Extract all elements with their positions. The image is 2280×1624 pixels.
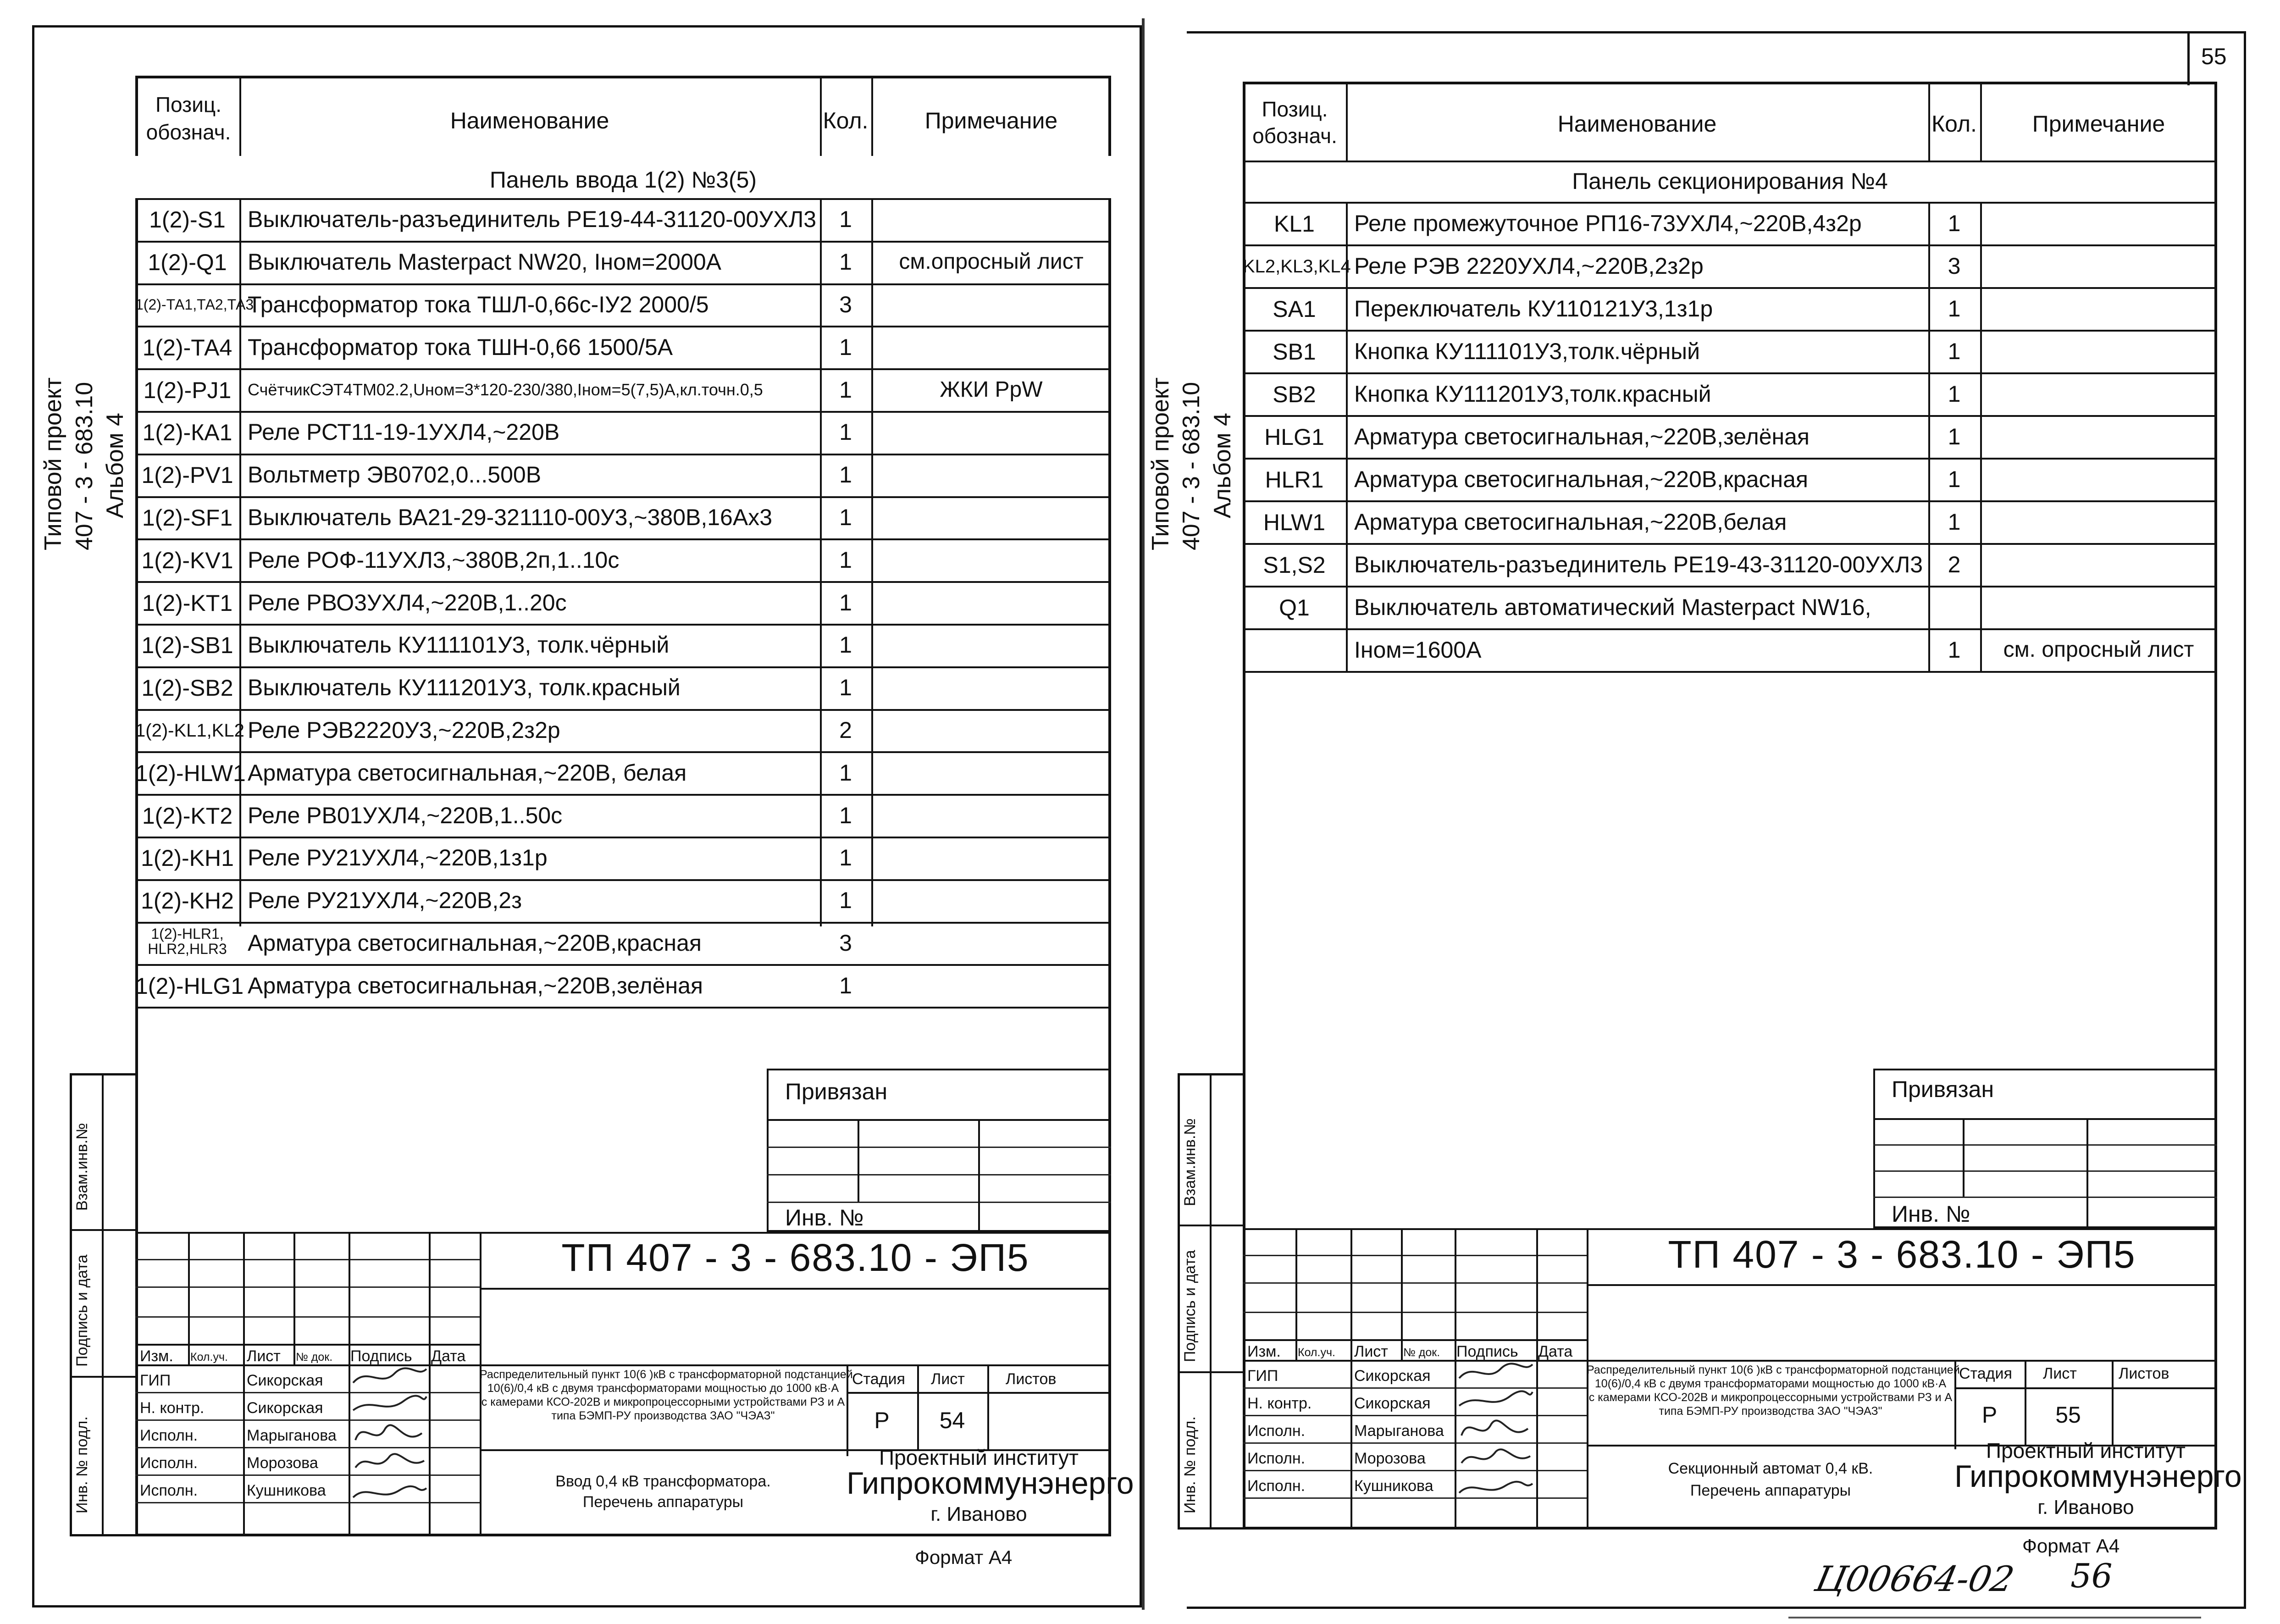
- row-pos: 1(2)-PJ1: [143, 377, 232, 403]
- left-role-1: Н. контр.: [140, 1399, 205, 1417]
- left-stamp-col-podpis: Подпись: [350, 1347, 412, 1365]
- row-qty: 3: [1948, 253, 1961, 279]
- row-name: Арматура светосигнальная,~220В,зелёная: [248, 972, 703, 998]
- left-margin-vzam: Взам.инв.№: [73, 1123, 91, 1211]
- left-role-3: Исполн.: [140, 1454, 198, 1472]
- table-row: [1243, 543, 2217, 586]
- left-sheets-label: Листов: [1006, 1370, 1057, 1388]
- right-sheet: 55: [2055, 1402, 2081, 1428]
- row-name: Реле РЭВ 2220УХЛ4,~220В,2з2р: [1354, 253, 1704, 279]
- table-row: [135, 198, 1111, 241]
- row-pos: 1(2)-KL1,KL2: [135, 720, 244, 741]
- row-name: Выключатель-разъединитель РЕ19-44-31120-00УХЛ3: [248, 206, 817, 233]
- row-pos: KL2,KL3,KL4: [1243, 256, 1351, 277]
- right-person-4: Кушникова: [1354, 1477, 1433, 1495]
- left-role-0: ГИП: [140, 1372, 171, 1389]
- row-pos: 1(2)-KT1: [142, 590, 233, 616]
- right-role-4: Исполн.: [1247, 1477, 1306, 1495]
- table-row: [135, 964, 1111, 1007]
- table-row: [135, 454, 1111, 496]
- bottom-scan-line: [1788, 1617, 2201, 1618]
- left-sheet: 54: [939, 1408, 965, 1433]
- row-pos: 1(2)-КА1: [142, 420, 232, 446]
- row-pos: 1(2)-Q1: [148, 249, 227, 276]
- row-name: Реле промежуточное РП16-73УХЛ4,~220В,4з2р: [1354, 210, 1862, 236]
- row-pos: HLR1: [1265, 466, 1324, 493]
- right-stamp-top: [1243, 1228, 2217, 1230]
- table-row: [1243, 372, 2217, 415]
- left-inv-no: Инв. №: [785, 1205, 864, 1230]
- row-name: Трансформатор тока ТШЛ-0,66с-IУ2 2000/5: [248, 291, 709, 317]
- right-title-l1: Секционный автомат 0,4 кВ.: [1668, 1460, 1873, 1477]
- left-stamp-col-ndok: № док.: [296, 1351, 333, 1363]
- right-role-3: Исполн.: [1247, 1450, 1306, 1467]
- row-note: см. опросный лист: [2003, 637, 2194, 662]
- right-person-2: Марыганова: [1354, 1422, 1444, 1440]
- row-qty: 2: [839, 717, 852, 743]
- row-qty: 3: [839, 930, 852, 956]
- row-qty: 1: [839, 632, 852, 658]
- row-qty: 1: [1948, 338, 1961, 364]
- right-stamp-code: ТП 407 - 3 - 683.10 - ЭП5: [1668, 1233, 2136, 1276]
- right-format: Формат А4: [2022, 1535, 2120, 1557]
- left-hdr-qty: Кол.: [823, 108, 869, 133]
- row-qty: 1: [839, 504, 852, 530]
- right-sheet-label: Лист: [2043, 1365, 2077, 1382]
- row-qty: 1: [839, 419, 852, 445]
- left-side-label-l1: Типовой проект: [40, 377, 66, 550]
- table-row: [135, 411, 1111, 454]
- left-format: Формат А4: [915, 1546, 1013, 1568]
- left-side-label-l2: 407 - 3 - 683.10: [71, 382, 98, 550]
- right-stage-label: Стадия: [1959, 1365, 2012, 1382]
- right-hdr-pos-2: обознач.: [1252, 124, 1337, 148]
- right-signatures: [1455, 1360, 1536, 1507]
- table-row: [1243, 458, 2217, 500]
- table-row: [1243, 202, 2217, 244]
- table-row: [135, 368, 1111, 411]
- row-name: Выключатель-разъединитель РЕ19-43-31120-00УХЛ3: [1354, 551, 1923, 577]
- table-row: [1243, 628, 2217, 671]
- right-person-3: Морозова: [1354, 1450, 1426, 1467]
- row-name: Арматура светосигнальная,~220В,зелёная: [1354, 423, 1810, 449]
- row-note: см.опросный лист: [899, 249, 1084, 274]
- right-desc-l1: Распределительный пункт 10(6 )кВ с трансформаторной подстанцией: [1587, 1363, 1960, 1376]
- row-note: ЖКИ PpW: [940, 377, 1043, 402]
- row-pos: 1(2)-HLW1: [135, 760, 246, 786]
- right-stamp-col-data: Дата: [1538, 1343, 1573, 1360]
- right-org-l2: Гипрокоммунэнерго: [1954, 1459, 2242, 1494]
- right-stamp-col-podpis: Подпись: [1456, 1343, 1518, 1360]
- left-stamp-code: ТП 407 - 3 - 683.10 - ЭП5: [561, 1236, 1029, 1279]
- left-stamp-col-kolych: Кол.уч.: [190, 1351, 228, 1363]
- row-name: Арматура светосигнальная,~220В,белая: [1354, 509, 1787, 535]
- right-desc-l2: 10(6)/0,4 кВ с двумя трансформаторами мощностью до 1000 кВ·А: [1594, 1377, 1947, 1390]
- table-row: [1243, 415, 2217, 458]
- row-name: Арматура светосигнальная,~220В,красная: [248, 930, 702, 956]
- row-qty: 1: [839, 547, 852, 573]
- left-role-2: Исполн.: [140, 1427, 198, 1444]
- row-pos: 1(2)-SB2: [141, 675, 233, 701]
- right-role-1: Н. контр.: [1247, 1395, 1312, 1412]
- row-qty: 1: [1948, 509, 1961, 535]
- left-desc-l2: 10(6)/0,4 кВ с двумя трансформаторами мощностью до 1000 кВ·А: [487, 1382, 839, 1395]
- row-pos: 1(2)-HLR1, HLR2,HLR3: [148, 925, 227, 958]
- row-pos: 1(2)-SF1: [142, 504, 233, 531]
- left-desc-l4: типа БЭМП-РУ производства ЗАО "ЧЭАЗ": [551, 1409, 775, 1422]
- left-stamp-top: [135, 1232, 1111, 1234]
- table-row: [135, 837, 1111, 879]
- right-org-l3: г. Иваново: [2037, 1496, 2134, 1519]
- left-margin-podpis: Подпись и дата: [73, 1254, 91, 1367]
- row-pos: 1(2)-S1: [149, 207, 226, 233]
- table-row: [135, 709, 1111, 752]
- left-org-l2: Гипрокоммунэнерго: [847, 1466, 1134, 1501]
- right-role-0: ГИП: [1247, 1367, 1278, 1385]
- row-qty: 1: [839, 675, 852, 701]
- row-name: Реле РУ21УХЛ4,~220В,2з: [248, 887, 522, 914]
- row-pos: SB2: [1273, 381, 1316, 407]
- right-hdr-pos-1: Позиц.: [1262, 97, 1328, 121]
- left-hdr-pos-1: Позиц.: [155, 93, 222, 116]
- row-pos: Q1: [1279, 594, 1310, 621]
- left-stamp-col-list: Лист: [247, 1347, 281, 1365]
- row-name: Выключатель Masterpact NW20, Iном=2000А: [248, 249, 722, 275]
- left-section-title: Панель ввода 1(2) №3(5): [489, 167, 757, 193]
- right-title-l2: Перечень аппаратуры: [1690, 1482, 1851, 1499]
- row-qty: 1: [1948, 423, 1961, 449]
- right-person-1: Сикорская: [1354, 1395, 1431, 1412]
- left-margin-inv: Инв. № подл.: [73, 1416, 91, 1513]
- table-row: [135, 794, 1111, 837]
- row-qty: 1: [1948, 637, 1961, 663]
- fold-line: [1142, 18, 1145, 1610]
- right-section-title: Панель секционирования №4: [1572, 168, 1888, 194]
- row-pos: SA1: [1273, 296, 1316, 322]
- row-pos: 1(2)-KV1: [141, 547, 233, 573]
- table-row: [135, 624, 1111, 666]
- right-side-label-l3: Альбом 4: [1209, 413, 1236, 518]
- row-pos: KL1: [1274, 211, 1315, 237]
- left-title-l1: Ввод 0,4 кВ трансформатора.: [555, 1473, 771, 1490]
- right-side-label-l2: 407 - 3 - 683.10: [1178, 382, 1205, 550]
- table-row: [135, 922, 1111, 964]
- left-stamp-col-data: Дата: [431, 1347, 466, 1365]
- left-hdr-pos-2: обознач.: [146, 120, 231, 144]
- right-stamp-col-list: Лист: [1354, 1343, 1388, 1360]
- row-pos: HLG1: [1264, 424, 1324, 450]
- left-person-3: Морозова: [247, 1454, 318, 1472]
- right-stamp-col-ndok: № док.: [1403, 1346, 1440, 1359]
- row-qty: 1: [839, 759, 852, 786]
- row-name: Реле РВО3УХЛ4,~220В,1..20с: [248, 589, 567, 615]
- right-side-label-l1: Типовой проект: [1147, 377, 1174, 550]
- left-stage-label: Стадия: [852, 1370, 905, 1388]
- right-margin-podpis: Подпись и дата: [1181, 1250, 1199, 1362]
- right-desc-l4: типа БЭМП-РУ производства ЗАО "ЧЭАЗ": [1659, 1405, 1882, 1418]
- left-desc-l1: Распределительный пункт 10(6 )кВ с трансформаторной подстанцией: [480, 1368, 853, 1381]
- right-person-0: Сикорская: [1354, 1367, 1431, 1385]
- right-stage: Р: [1981, 1402, 1998, 1428]
- row-qty: 1: [1948, 466, 1961, 492]
- row-pos: 1(2)-ТА4: [142, 334, 232, 360]
- row-name: Реле РОФ-11УХЛ3,~380В,2п,1..10с: [248, 547, 620, 573]
- right-hdr-note: Примечание: [2032, 111, 2165, 137]
- left-hdr-note: Примечание: [924, 108, 1058, 133]
- row-name: Вольтметр ЭВ0702,0...500В: [248, 462, 542, 488]
- row-name: Трансформатор тока ТШН-0,66 1500/5А: [248, 334, 673, 360]
- left-role-4: Исполн.: [140, 1482, 198, 1499]
- table-row: [135, 879, 1111, 922]
- left-side-label-l3: Альбом 4: [102, 413, 128, 518]
- table-row: [1243, 586, 2217, 628]
- row-name: Выключатель КУ111101У3, толк.чёрный: [248, 632, 670, 658]
- row-qty: 1: [1948, 381, 1961, 407]
- row-name: Реле РВ01УХЛ4,~220В,1..50с: [248, 802, 563, 828]
- right-inv-no: Инв. №: [1892, 1201, 1970, 1227]
- right-hdr-qty: Кол.: [1931, 111, 1977, 137]
- right-desc-l3: с камерами КСО-202В и микропроцессорными устройствами РЗ и А: [1588, 1391, 1953, 1404]
- row-name: Реле РЭВ2220У3,~220В,2з2р: [248, 717, 560, 743]
- left-signatures: [349, 1364, 429, 1511]
- right-role-2: Исполн.: [1247, 1422, 1306, 1440]
- right-stamp-col-izm: Изм.: [1247, 1343, 1281, 1360]
- right-margin-inv: Инв. № подл.: [1181, 1416, 1199, 1513]
- row-pos: SB1: [1273, 338, 1316, 365]
- row-pos: 1(2)-KH2: [141, 888, 234, 914]
- row-qty: 1: [839, 845, 852, 871]
- row-name: Кнопка КУ111101У3,толк.чёрный: [1354, 338, 1700, 364]
- row-qty: 1: [839, 206, 852, 233]
- row-pos: 1(2)-SB1: [141, 632, 233, 659]
- table-row: [135, 666, 1111, 709]
- table-row: [135, 283, 1111, 326]
- left-desc-l3: с камерами КСО-202В и микропроцессорными устройствами РЗ и А: [481, 1396, 845, 1408]
- row-qty: 1: [839, 972, 852, 998]
- row-pos: HLW1: [1263, 509, 1326, 535]
- left-org-l1: Проектный институт: [879, 1446, 1079, 1469]
- row-name: Арматура светосигнальная,~220В,красная: [1354, 466, 1808, 492]
- left-org-l3: г. Иваново: [930, 1503, 1027, 1525]
- table-row: [135, 538, 1111, 581]
- row-name: СчётчикСЭТ4ТМ02.2,Uном=3*120-230/380,Iном=5(7,5)А,кл.точн.0,5: [248, 380, 763, 399]
- row-pos: 1(2)-KH1: [141, 845, 234, 871]
- row-qty: 2: [1948, 551, 1961, 577]
- row-qty: 1: [839, 589, 852, 615]
- right-margin-vzam: Взам.инв.№: [1181, 1118, 1199, 1206]
- left-sheet-label: Лист: [931, 1370, 965, 1388]
- row-qty: 1: [839, 249, 852, 275]
- row-name: Реле РСТ11-19-1УХЛ4,~220В: [248, 419, 560, 445]
- row-name: Переключатель КУ110121У3,1з1р: [1354, 295, 1713, 321]
- left-title-l2: Перечень аппаратуры: [582, 1493, 744, 1511]
- row-pos: 1(2)-HLG1: [135, 973, 244, 999]
- row-qty: 1: [1948, 295, 1961, 321]
- row-name: Выключатель автоматический Masterpact NW16,: [1354, 594, 1871, 620]
- row-pos: 1(2)-KT2: [142, 803, 233, 829]
- row-qty: 1: [839, 462, 852, 488]
- row-qty: 1: [839, 334, 852, 360]
- row-name: Арматура светосигнальная,~220В, белая: [248, 759, 687, 786]
- right-stamp-col-kolych: Кол.уч.: [1298, 1346, 1335, 1359]
- left-privyazan: Привязан: [785, 1079, 888, 1104]
- row-name: Выключатель ВА21-29-321110-00У3,~380В,16Ах3: [248, 504, 773, 530]
- right-privyazan: Привязан: [1892, 1076, 1994, 1102]
- row-pos: S1,S2: [1263, 552, 1326, 578]
- table-row: [1243, 330, 2217, 372]
- row-name: Реле РУ21УХЛ4,~220В,1з1р: [248, 845, 548, 871]
- right-sheets-label: Листов: [2119, 1365, 2169, 1382]
- row-qty: 1: [839, 377, 852, 403]
- left-person-4: Кушникова: [247, 1482, 326, 1499]
- table-row: [1243, 500, 2217, 543]
- row-name: Выключатель КУ111201У3, толк.красный: [248, 675, 681, 701]
- table-row: [135, 751, 1111, 794]
- table-row: [135, 581, 1111, 624]
- table-row: [135, 496, 1111, 539]
- left-stamp-col-izm: Изм.: [140, 1347, 173, 1365]
- left-person-1: Сикорская: [247, 1399, 323, 1417]
- right-hdr-name: Наименование: [1557, 111, 1717, 137]
- left-stage: Р: [874, 1408, 890, 1433]
- table-row: [1243, 244, 2217, 287]
- page-number: 55: [2201, 44, 2227, 69]
- row-name: Iном=1600А: [1354, 637, 1482, 663]
- left-person-0: Сикорская: [247, 1372, 323, 1389]
- row-pos: 1(2)-ТА1,ТА2,ТА3: [135, 296, 254, 313]
- row-name: Кнопка КУ111201У3,толк.красный: [1354, 381, 1711, 407]
- right-org-l1: Проектный институт: [1986, 1439, 2186, 1463]
- table-row: [135, 241, 1111, 283]
- table-row: [135, 326, 1111, 368]
- left-hdr-name: Наименование: [450, 108, 609, 133]
- handwritten-code: Ц00664-02: [1811, 1558, 2018, 1599]
- row-pos: 1(2)-PV1: [141, 462, 233, 488]
- row-qty: 1: [839, 887, 852, 914]
- handwritten-page: 56: [2070, 1557, 2113, 1595]
- row-qty: 1: [839, 802, 852, 828]
- row-qty: 3: [839, 291, 852, 317]
- left-person-2: Марыганова: [247, 1427, 337, 1444]
- table-row: [1243, 287, 2217, 330]
- row-qty: 1: [1948, 210, 1961, 236]
